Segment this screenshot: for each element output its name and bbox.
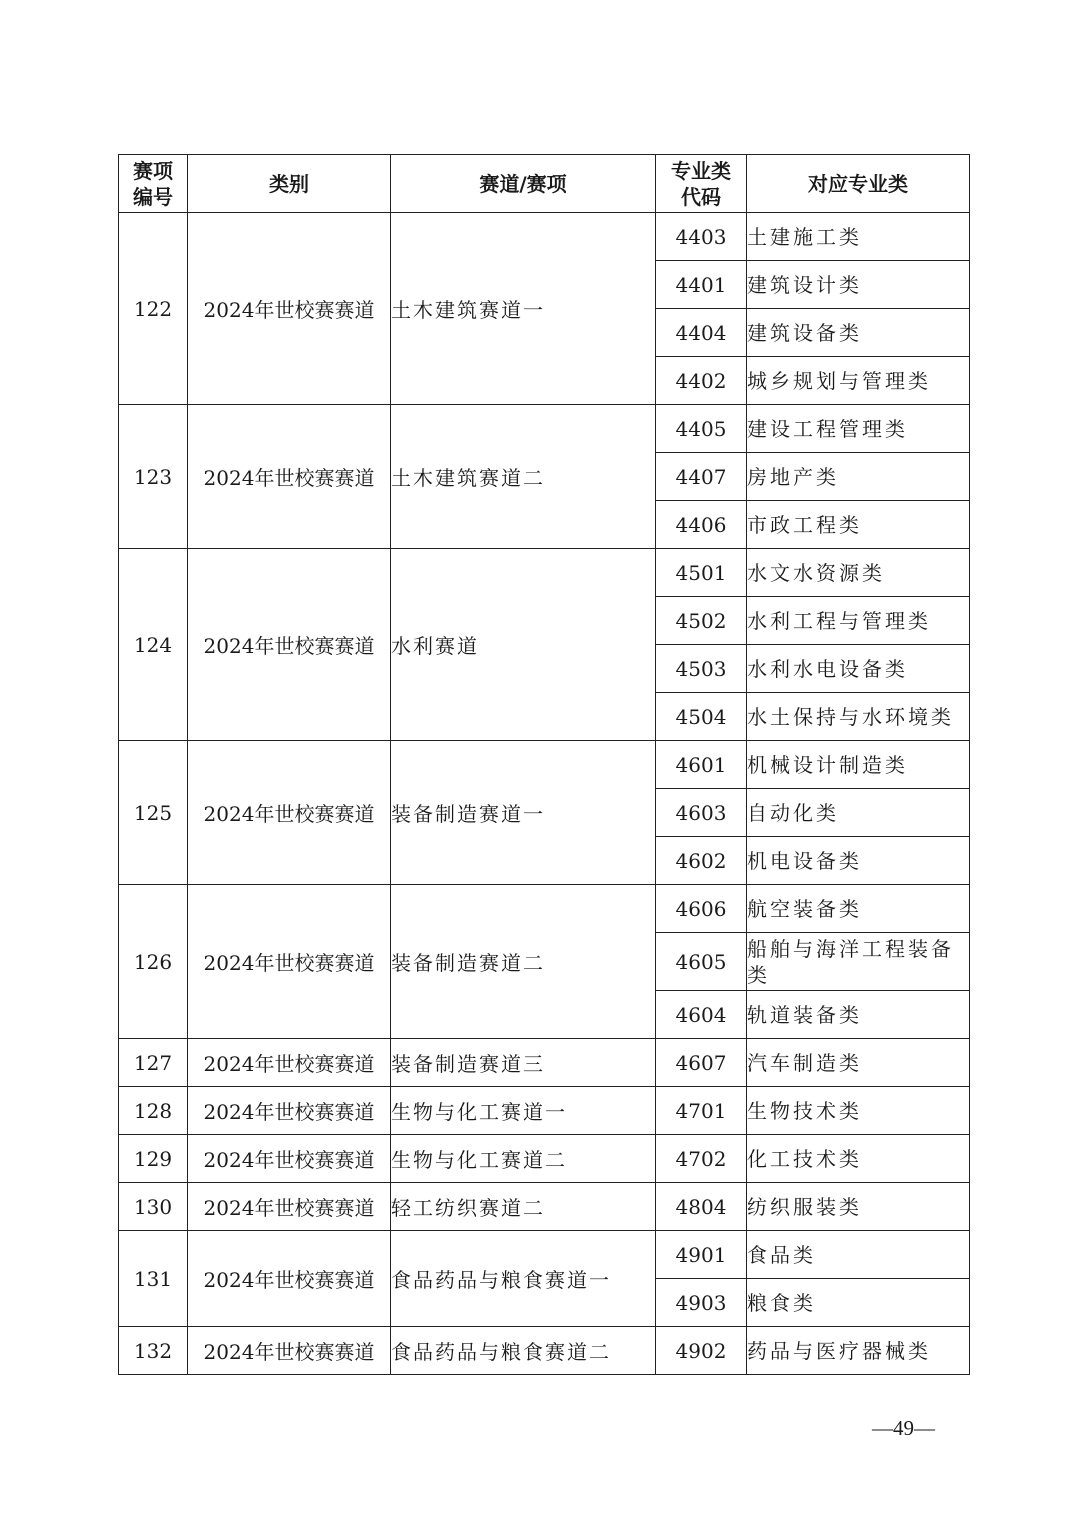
category-cell: 2024年世校赛赛道 (188, 1327, 391, 1375)
item-number: 124 (119, 549, 188, 741)
table-row (119, 1087, 970, 1135)
major-name: 轨道装备类 (747, 991, 970, 1039)
track-cell: 装备制造赛道三 (391, 1039, 656, 1087)
category-cell: 2024年世校赛赛道 (188, 1087, 391, 1135)
table-row (119, 741, 970, 789)
major-code: 4604 (656, 991, 747, 1039)
major-name: 航空装备类 (747, 885, 970, 933)
item-number: 123 (119, 405, 188, 549)
major-code: 4601 (656, 741, 747, 789)
table-row (119, 405, 970, 453)
track-cell: 生物与化工赛道一 (391, 1087, 656, 1135)
major-code: 4606 (656, 885, 747, 933)
major-code: 4404 (656, 309, 747, 357)
item-number: 129 (119, 1135, 188, 1183)
track-cell: 水利赛道 (391, 549, 656, 741)
major-code: 4607 (656, 1039, 747, 1087)
item-number: 128 (119, 1087, 188, 1135)
major-code: 4602 (656, 837, 747, 885)
major-code: 4504 (656, 693, 747, 741)
major-name: 建设工程管理类 (747, 405, 970, 453)
track-cell: 食品药品与粮食赛道二 (391, 1327, 656, 1375)
header-major: 对应专业类 (747, 155, 970, 213)
item-number: 126 (119, 885, 188, 1039)
table-row (119, 1135, 970, 1183)
major-code: 4502 (656, 597, 747, 645)
track-cell: 食品药品与粮食赛道一 (391, 1231, 656, 1327)
major-name: 水土保持与水环境类 (747, 693, 970, 741)
major-code: 4401 (656, 261, 747, 309)
major-code: 4901 (656, 1231, 747, 1279)
track-cell: 装备制造赛道二 (391, 885, 656, 1039)
header-row (119, 155, 970, 213)
header-track: 赛道/赛项 (391, 155, 656, 213)
major-code: 4405 (656, 405, 747, 453)
category-cell: 2024年世校赛赛道 (188, 741, 391, 885)
major-name: 机电设备类 (747, 837, 970, 885)
table-row (119, 1039, 970, 1087)
category-cell: 2024年世校赛赛道 (188, 1135, 391, 1183)
major-name: 化工技术类 (747, 1135, 970, 1183)
table-row (119, 885, 970, 933)
major-code: 4407 (656, 453, 747, 501)
major-name: 建筑设备类 (747, 309, 970, 357)
major-code: 4403 (656, 213, 747, 261)
major-code: 4501 (656, 549, 747, 597)
header-code: 专业类代码 (656, 155, 747, 213)
track-cell: 轻工纺织赛道二 (391, 1183, 656, 1231)
major-code: 4701 (656, 1087, 747, 1135)
category-cell: 2024年世校赛赛道 (188, 549, 391, 741)
major-name: 船舶与海洋工程装备类 (747, 933, 970, 991)
category-cell: 2024年世校赛赛道 (188, 1039, 391, 1087)
major-code: 4402 (656, 357, 747, 405)
major-name: 自动化类 (747, 789, 970, 837)
category-cell: 2024年世校赛赛道 (188, 1231, 391, 1327)
major-name: 纺织服装类 (747, 1183, 970, 1231)
item-number: 132 (119, 1327, 188, 1375)
major-name: 机械设计制造类 (747, 741, 970, 789)
track-cell: 生物与化工赛道二 (391, 1135, 656, 1183)
major-name: 汽车制造类 (747, 1039, 970, 1087)
major-code: 4902 (656, 1327, 747, 1375)
major-name: 建筑设计类 (747, 261, 970, 309)
major-code: 4804 (656, 1183, 747, 1231)
major-code: 4603 (656, 789, 747, 837)
major-name: 粮食类 (747, 1279, 970, 1327)
table-row (119, 1327, 970, 1375)
category-cell: 2024年世校赛赛道 (188, 405, 391, 549)
item-number: 127 (119, 1039, 188, 1087)
table-row (119, 549, 970, 597)
track-cell: 装备制造赛道一 (391, 741, 656, 885)
header-category: 类别 (188, 155, 391, 213)
table-row (119, 213, 970, 261)
major-code: 4903 (656, 1279, 747, 1327)
track-cell: 土木建筑赛道一 (391, 213, 656, 405)
item-number: 122 (119, 213, 188, 405)
major-name: 水文水资源类 (747, 549, 970, 597)
major-name: 食品类 (747, 1231, 970, 1279)
major-name: 房地产类 (747, 453, 970, 501)
category-cell: 2024年世校赛赛道 (188, 1183, 391, 1231)
table-row (119, 1183, 970, 1231)
category-cell: 2024年世校赛赛道 (188, 885, 391, 1039)
major-code: 4406 (656, 501, 747, 549)
item-number: 125 (119, 741, 188, 885)
header-no: 赛项编号 (119, 155, 188, 213)
major-name: 生物技术类 (747, 1087, 970, 1135)
item-number: 131 (119, 1231, 188, 1327)
major-code: 4503 (656, 645, 747, 693)
page-number: —49— (872, 1416, 935, 1440)
category-cell: 2024年世校赛赛道 (188, 213, 391, 405)
major-code: 4605 (656, 933, 747, 991)
item-number: 130 (119, 1183, 188, 1231)
major-name: 水利工程与管理类 (747, 597, 970, 645)
table-row (119, 1231, 970, 1279)
major-name: 土建施工类 (747, 213, 970, 261)
major-name: 市政工程类 (747, 501, 970, 549)
track-cell: 土木建筑赛道二 (391, 405, 656, 549)
major-code: 4702 (656, 1135, 747, 1183)
major-name: 药品与医疗器械类 (747, 1327, 970, 1375)
major-name: 水利水电设备类 (747, 645, 970, 693)
competition-table (118, 154, 970, 1375)
major-name: 城乡规划与管理类 (747, 357, 970, 405)
